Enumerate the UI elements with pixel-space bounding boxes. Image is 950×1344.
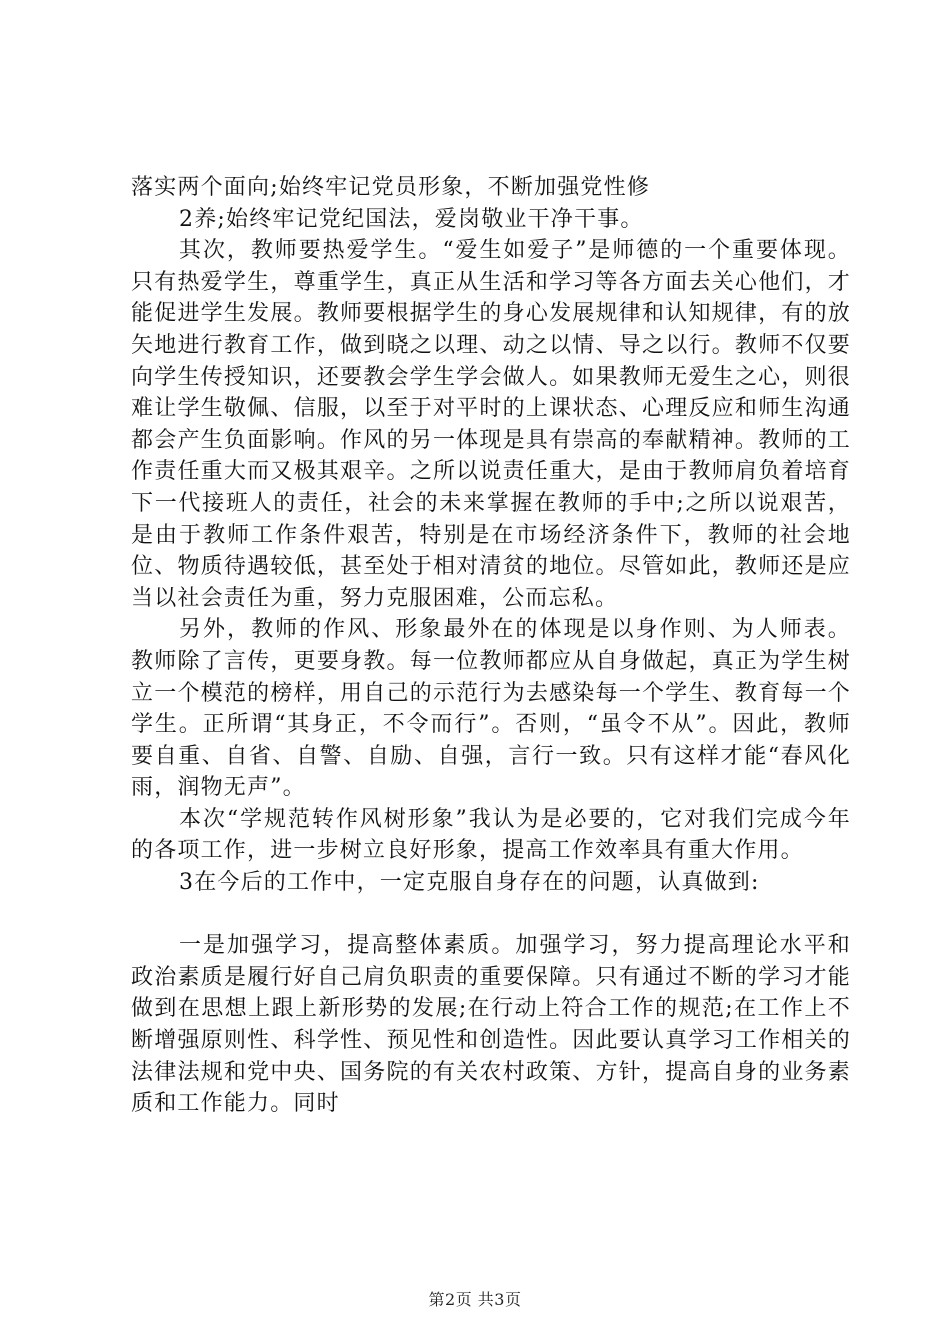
paragraph-7: 一是加强学习，提高整体素质。加强学习，努力提高理论水平和政治素质是履行好自己肩负职责的重要保障。只有通过不断的学习才能做到在思想上跟上新形势的发展;在行动上符合工作的规范;在工作上不断增强原则性、科学性、预见性和创造性。因此要认真学习工作相关的法律法规和党中央、国务院的有关农村政策、方针，提高自身的业务素质和工作能力。同时	[131, 933, 851, 1117]
paragraph-3: 其次，教师要热爱学生。“爱生如爱子”是师德的一个重要体现。只有热爱学生，尊重学生，真正从生活和学习等各方面去关心他们，才能促进学生发展。教师要根据学生的身心发展规律和认知规律，有的放矢地进行教育工作，做到晓之以理、动之以情、导之以行。教师不仅要向学生传授知识，还要教会学生学会做人。如果教师无爱生之心，则很难让学生敬佩、信服，以至于对平时的上课状态、心理反应和师生沟通都会产生负面影响。作风的另一体现是具有崇高的奉献精神。教师的工作责任重大而又极其艰辛。之所以说责任重大，是由于教师肩负着培育下一代接班人的责任，社会的未来掌握在教师的手中;之所以说艰苦，是由于教师工作条件艰苦，特别是在市场经济条件下，教师的社会地位、物质待遇较低，甚至处于相对清贫的地位。尽管如此，教师还是应当以社会责任为重，努力克服困难，公而忘私。	[131, 238, 851, 611]
page-footer: 第2页 共3页	[428, 1290, 522, 1309]
document-body	[131, 172, 851, 1120]
paragraph-5: 本次“学规范转作风树形象”我认为是必要的，它对我们完成今年的各项工作，进一步树立良好形象，提高工作效率具有重大作用。	[131, 806, 851, 864]
paragraph-1: 落实两个面向;始终牢记党员形象，不断加强党性修	[131, 175, 651, 200]
paragraph-4: 另外，教师的作风、形象最外在的体现是以身作则、为人师表。教师除了言传，更要身教。每一位教师都应从自身做起，真正为学生树立一个模范的榜样，用自己的示范行为去感染每一个学生、教育每一个学生。正所谓“其身正，不令而行”。否则，“虽令不从”。因此，教师要自重、自省、自警、自励、自强，言行一致。只有这样才能“春风化雨，润物无声”。	[131, 617, 851, 801]
paragraph-2: 2养;始终牢记党纪国法，爱岗敬业干净干事。	[179, 206, 644, 232]
paragraph-6: 3在今后的工作中，一定克服自身存在的问题，认真做到:	[179, 870, 760, 896]
